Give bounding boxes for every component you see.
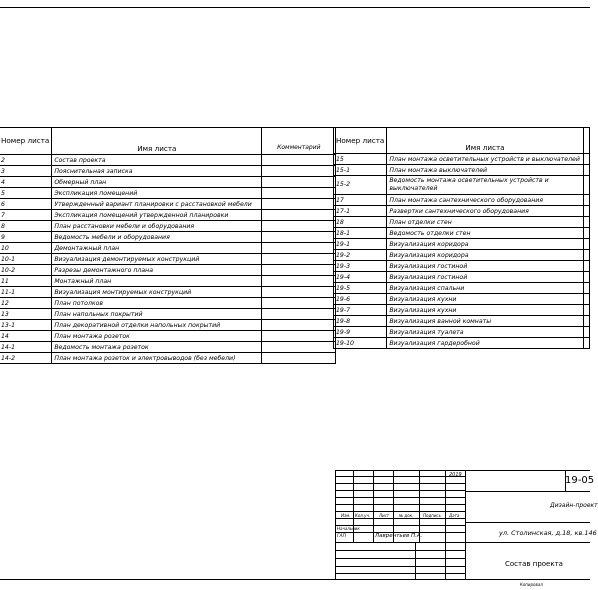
- sheet-name-cell: Визуализация монтируемых конструкций: [52, 287, 262, 298]
- sheet-number-cell: 15-2: [334, 176, 387, 195]
- table-row: [0, 155, 336, 166]
- table-row: [334, 228, 590, 239]
- sheet-number-cell: 19-1: [334, 239, 387, 250]
- footer-kopiroval: Копировал: [520, 582, 543, 587]
- comment-cell: [583, 327, 589, 338]
- sheet-name-cell: Визуализация гардеробной: [387, 338, 583, 349]
- sheet-name-cell: Визуализация демонтируемых конструкций: [52, 254, 262, 265]
- sheet-number-cell: 15: [334, 154, 387, 165]
- sheet-number-cell: 4: [0, 177, 52, 188]
- col-ndok: № док.: [399, 513, 414, 518]
- sheet-name-cell: План монтажа выключателей: [387, 165, 583, 176]
- sheet-number-cell: 3: [0, 166, 52, 177]
- sheet-number-cell: 14: [0, 331, 52, 342]
- table-row: [0, 232, 336, 243]
- sheet-name-cell: Монтажный план: [52, 276, 262, 287]
- comment-cell: [262, 221, 336, 232]
- sheet-number-cell: 10-1: [0, 254, 52, 265]
- comment-cell: [583, 316, 589, 327]
- sheet-number-cell: 6: [0, 199, 52, 210]
- sheet-list-table-right: [333, 127, 590, 349]
- table-row: [0, 309, 336, 320]
- sheet-name-cell: План декоративной отделки напольных покрытий: [52, 320, 262, 331]
- comment-cell: [583, 228, 589, 239]
- sheet-name-cell: Ведомость отделки стен: [387, 228, 583, 239]
- sheet-number-cell: 13-1: [0, 320, 52, 331]
- comment-cell: [583, 206, 589, 217]
- header-sheet-number: Номер листа: [334, 128, 387, 154]
- author-name: Лаврентьев П.А.: [375, 533, 423, 539]
- sheet-number-cell: 8: [0, 221, 52, 232]
- comment-cell: [583, 294, 589, 305]
- sheet-name-cell: План отделки стен: [387, 217, 583, 228]
- table-row: [334, 261, 590, 272]
- sheet-number-cell: 19-8: [334, 316, 387, 327]
- table-row: [334, 165, 590, 176]
- table-row: [334, 217, 590, 228]
- sheet-name-cell: Ведомость монтажа осветительных устройств и выключателей: [387, 176, 583, 195]
- sheet-number-cell: 14-1: [0, 342, 52, 353]
- col-kol-uch: Кол.уч.: [355, 513, 371, 518]
- table-row: [334, 305, 590, 316]
- sheet-name-cell: Визуализация туалета: [387, 327, 583, 338]
- table-row: [0, 177, 336, 188]
- sheet-number-cell: 9: [0, 232, 52, 243]
- comment-cell: [262, 353, 336, 364]
- table-row: [0, 320, 336, 331]
- comment-cell: [583, 239, 589, 250]
- sheet-name-cell: Экспликация помещений утвержденной планировки: [52, 210, 262, 221]
- sheet-name-cell: Развертки сантехнического оборудования: [387, 206, 583, 217]
- project-address: ул. Столинская, д.18, кв.146: [499, 529, 597, 537]
- document-code: 19-05: [565, 475, 595, 486]
- comment-cell: [583, 217, 589, 228]
- table-row: [334, 250, 590, 261]
- comment-cell: [262, 309, 336, 320]
- comment-cell: [262, 287, 336, 298]
- sheet-number-cell: 15-1: [334, 165, 387, 176]
- sheet-name-cell: План расстановки мебели и оборудования: [52, 221, 262, 232]
- sheet-name-cell: План монтажа сантехнического оборудования: [387, 195, 583, 206]
- sheet-name-cell: Визуализация кухни: [387, 305, 583, 316]
- sheet-name-cell: Экспликация помещений: [52, 188, 262, 199]
- table-row: [334, 272, 590, 283]
- right-table-body: [334, 154, 590, 349]
- comment-cell: [583, 250, 589, 261]
- col-podpis: Подпись: [423, 513, 441, 518]
- comment-cell: [262, 210, 336, 221]
- sheet-name-cell: План потолков: [52, 298, 262, 309]
- sheet-name-cell: Обмерный план: [52, 177, 262, 188]
- table-row: [0, 331, 336, 342]
- role-gap: ГАП: [337, 534, 346, 539]
- table-row: [0, 199, 336, 210]
- left-table-body: [0, 155, 336, 364]
- year-label: 2019: [449, 472, 462, 478]
- sheet-number-cell: 2: [0, 155, 52, 166]
- sheet-number-cell: 19-6: [334, 294, 387, 305]
- sheet-name-cell: Визуализация гостиной: [387, 272, 583, 283]
- table-row: [0, 353, 336, 364]
- comment-cell: [583, 165, 589, 176]
- table-row: [334, 316, 590, 327]
- frame-top-line: [0, 7, 590, 8]
- sheet-number-cell: 19-9: [334, 327, 387, 338]
- sheet-number-cell: 19-2: [334, 250, 387, 261]
- table-row: [334, 294, 590, 305]
- sheet-number-cell: 18-1: [334, 228, 387, 239]
- table-row: [334, 195, 590, 206]
- comment-cell: [583, 176, 589, 195]
- sheet-name-cell: Ведомость мебели и оборудования: [52, 232, 262, 243]
- sheet-number-cell: 10-2: [0, 265, 52, 276]
- sheet-number-cell: 14-2: [0, 353, 52, 364]
- comment-cell: [262, 243, 336, 254]
- sheet-name-cell: Визуализация коридора: [387, 250, 583, 261]
- comment-cell: [583, 261, 589, 272]
- table-row: [334, 283, 590, 294]
- table-row: [0, 276, 336, 287]
- sheet-number-cell: 11: [0, 276, 52, 287]
- table-row: [334, 239, 590, 250]
- table-row: [0, 265, 336, 276]
- comment-cell: [262, 331, 336, 342]
- comment-cell: [262, 298, 336, 309]
- table-row: [0, 254, 336, 265]
- header-comment-empty: [583, 128, 589, 154]
- sheet-name-cell: Утвержденный вариант планировки с расстановкой мебели: [52, 199, 262, 210]
- comment-cell: [262, 276, 336, 287]
- sheet-number-cell: 11-1: [0, 287, 52, 298]
- sheet-number-cell: 18: [334, 217, 387, 228]
- sheet-number-cell: 17: [334, 195, 387, 206]
- sheet-name-cell: Ведомость монтажа розеток: [52, 342, 262, 353]
- frame-bottom-line: [0, 579, 590, 580]
- sheet-number-cell: 7: [0, 210, 52, 221]
- col-list: Лист: [379, 513, 390, 518]
- comment-cell: [262, 232, 336, 243]
- comment-cell: [262, 265, 336, 276]
- comment-cell: [583, 305, 589, 316]
- comment-cell: [262, 199, 336, 210]
- sheet-name-cell: План напольных покрытий: [52, 309, 262, 320]
- sheet-title: Состав проекта: [505, 560, 563, 568]
- table-row: [0, 221, 336, 232]
- sheet-name-cell: Визуализация спальни: [387, 283, 583, 294]
- table-row: [334, 206, 590, 217]
- sheet-list-table-left: [0, 127, 336, 364]
- table-row: [334, 338, 590, 349]
- table-row: [0, 342, 336, 353]
- sheet-number-cell: 19-4: [334, 272, 387, 283]
- comment-cell: [262, 188, 336, 199]
- sheet-name-cell: Визуализация кухни: [387, 294, 583, 305]
- table-row: [0, 298, 336, 309]
- table-row: [334, 327, 590, 338]
- sheet-name-cell: Состав проекта: [52, 155, 262, 166]
- header-sheet-number: Номер листа: [0, 128, 52, 155]
- header-comment: Комментарий: [262, 128, 336, 155]
- sheet-number-cell: 10: [0, 243, 52, 254]
- sheet-name-cell: План монтажа розеток: [52, 331, 262, 342]
- sheet-number-cell: 5: [0, 188, 52, 199]
- sheet-name-cell: Визуализация гостиной: [387, 261, 583, 272]
- comment-cell: [583, 154, 589, 165]
- col-izm: Изм.: [341, 513, 351, 518]
- header-sheet-name: Имя листа: [52, 128, 262, 155]
- comment-cell: [583, 272, 589, 283]
- comment-cell: [262, 177, 336, 188]
- title-block: [335, 470, 598, 580]
- comment-cell: [583, 283, 589, 294]
- comment-cell: [262, 320, 336, 331]
- table-row: [0, 188, 336, 199]
- sheet-number-cell: 12: [0, 298, 52, 309]
- table-row: [334, 176, 590, 195]
- sheet-name-cell: Визуализация коридора: [387, 239, 583, 250]
- table-row: [0, 210, 336, 221]
- comment-cell: [583, 338, 589, 349]
- comment-cell: [262, 155, 336, 166]
- sheet-name-cell: Демонтажный план: [52, 243, 262, 254]
- role-nachalnik: Начальник: [337, 526, 360, 531]
- sheet-name-cell: План монтажа осветительных устройств и выключателей: [387, 154, 583, 165]
- comment-cell: [262, 342, 336, 353]
- sheet-number-cell: 19-7: [334, 305, 387, 316]
- col-data: Дата: [449, 513, 460, 518]
- sheet-name-cell: План монтажа розеток и электровыводов (без мебели): [52, 353, 262, 364]
- comment-cell: [583, 195, 589, 206]
- header-sheet-name: Имя листа: [387, 128, 583, 154]
- sheet-number-cell: 19-3: [334, 261, 387, 272]
- table-row: [0, 243, 336, 254]
- sheet-number-cell: 13: [0, 309, 52, 320]
- sheet-number-cell: 19-5: [334, 283, 387, 294]
- sheet-name-cell: Разрезы демонтажного плана: [52, 265, 262, 276]
- sheet-number-cell: 17-1: [334, 206, 387, 217]
- sheet-name-cell: Пояснительная записка: [52, 166, 262, 177]
- comment-cell: [262, 254, 336, 265]
- table-row: [334, 154, 590, 165]
- sheet-name-cell: Визуализация ванной комнаты: [387, 316, 583, 327]
- table-row: [0, 287, 336, 298]
- project-type: Дизайн-проект: [550, 502, 598, 509]
- comment-cell: [262, 166, 336, 177]
- table-row: [0, 166, 336, 177]
- sheet-number-cell: 19-10: [334, 338, 387, 349]
